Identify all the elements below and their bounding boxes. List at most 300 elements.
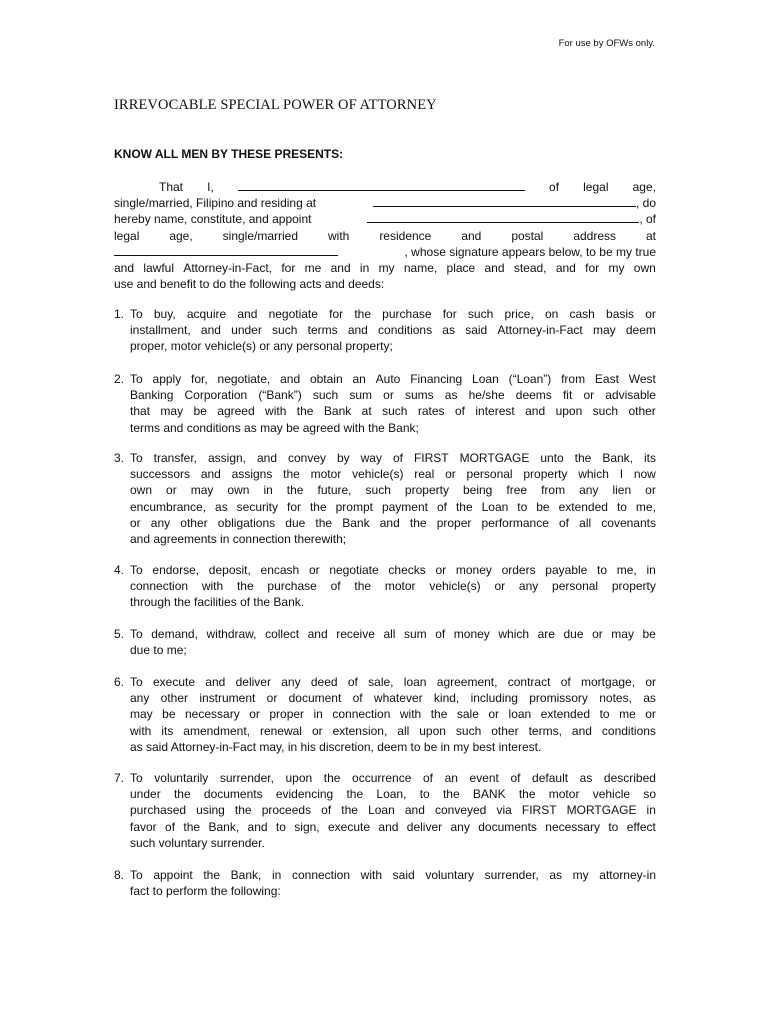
word: and — [256, 451, 278, 465]
word: may — [592, 323, 616, 338]
word: its — [161, 723, 174, 738]
word: Financing — [410, 372, 463, 386]
word: in — [272, 868, 282, 882]
word: execute — [152, 675, 195, 689]
word: fit — [562, 388, 573, 403]
word: in — [646, 803, 656, 818]
word: (“Loan”) — [508, 372, 552, 386]
word: Loan — [368, 803, 395, 818]
word: To — [130, 627, 143, 641]
word: the — [286, 483, 304, 498]
word: conveyed — [434, 803, 487, 818]
word: as — [444, 388, 458, 403]
word: the — [203, 868, 221, 882]
word: including — [470, 691, 518, 706]
word: described — [603, 771, 656, 785]
word: or — [488, 707, 500, 722]
word: assigns — [231, 467, 273, 482]
word: upon — [285, 771, 313, 785]
word: advisable — [605, 388, 656, 403]
word: of — [422, 771, 433, 785]
word: connection — [130, 579, 189, 594]
word: for — [585, 261, 600, 276]
word: to — [616, 499, 627, 514]
word: and — [378, 819, 399, 834]
document-title: IRREVOCABLE SPECIAL POWER OF ATTORNEY — [114, 97, 437, 113]
word: Loan, — [376, 787, 407, 802]
word: with — [328, 228, 350, 243]
opening-line-6 — [114, 260, 656, 276]
word: the — [354, 579, 372, 594]
word: stead, — [513, 261, 547, 276]
word: surrender, — [219, 771, 274, 785]
word: or — [645, 483, 656, 498]
word: with — [360, 868, 383, 882]
word: loan — [403, 675, 427, 689]
word: or — [645, 307, 656, 321]
word: sum — [404, 627, 427, 641]
item-line: due to me; — [130, 643, 187, 658]
word: sale — [456, 707, 479, 722]
word: to — [517, 499, 528, 514]
word: such — [455, 723, 482, 738]
opening-line-4 — [114, 228, 656, 244]
word: surrender, — [484, 868, 539, 882]
word: the — [518, 787, 536, 802]
attorney-address-blank[interactable] — [114, 244, 338, 256]
word: all — [397, 723, 410, 738]
word: and — [555, 261, 576, 276]
word: To — [130, 771, 143, 785]
word: all — [579, 515, 592, 530]
word: negotiate, — [217, 372, 271, 386]
word: performance — [481, 515, 549, 530]
word: sums — [404, 388, 434, 403]
word: with — [130, 723, 152, 738]
opening-line-3 — [114, 211, 656, 227]
item-line: terms and conditions as may be agreed with the Bank; — [130, 420, 419, 435]
word: proceeds — [261, 803, 312, 818]
word: personal — [552, 579, 599, 594]
opening-paragraph — [114, 179, 656, 292]
word: Banking — [130, 388, 174, 403]
word: with — [265, 404, 287, 419]
word: he/she — [468, 388, 505, 403]
word: payable — [545, 563, 588, 577]
word: may — [611, 627, 634, 641]
word: as — [549, 868, 563, 882]
word: via — [496, 803, 512, 818]
word: such — [272, 323, 298, 338]
word: the — [574, 451, 592, 465]
word: any — [130, 691, 150, 706]
word: legal — [114, 228, 140, 243]
word: by — [336, 451, 350, 465]
item-number: 6. — [114, 675, 125, 689]
word: I, — [207, 180, 214, 194]
word: and — [379, 515, 400, 530]
word: Loan — [472, 372, 499, 386]
word: FIRST — [413, 451, 449, 465]
word: To — [130, 675, 143, 689]
word: residence — [379, 228, 432, 243]
word: agreement, — [436, 675, 498, 689]
word: checks — [388, 563, 426, 577]
word: or — [592, 627, 603, 641]
word: be — [642, 627, 656, 641]
opening-line-7: use and benefit to do the following acts and deeds: — [114, 277, 385, 292]
word: vehicle(s) — [352, 467, 404, 482]
word: me — [304, 261, 322, 276]
word: effect — [626, 819, 656, 834]
word: way — [360, 451, 382, 465]
word: prompt — [335, 499, 373, 514]
item-line: proper, motor vehicle(s) or any personal property; — [130, 339, 393, 354]
word: sum — [349, 388, 373, 403]
word: deliver — [406, 819, 443, 834]
word: or — [645, 707, 656, 722]
word: said — [465, 323, 488, 338]
word: default — [532, 771, 569, 785]
word: of — [330, 579, 341, 594]
word: legal — [583, 180, 609, 194]
word: agreed — [217, 404, 255, 419]
word: and — [404, 803, 425, 818]
word: lien — [612, 483, 632, 498]
word: or — [308, 563, 320, 577]
word: Loan — [481, 499, 509, 514]
opening-line-1 — [114, 179, 656, 195]
word: instrument — [199, 691, 256, 706]
word: being — [462, 483, 493, 498]
word: proper — [269, 707, 305, 722]
word: deem — [625, 323, 656, 338]
attorney-name-blank[interactable] — [367, 211, 639, 223]
word: the — [455, 499, 473, 514]
word: for — [286, 499, 301, 514]
word: as — [442, 323, 455, 338]
word: its — [643, 451, 656, 465]
word: me, — [635, 499, 656, 514]
word: to — [597, 563, 608, 577]
word: convey — [287, 451, 327, 465]
word: basis — [606, 307, 635, 321]
word: and — [114, 261, 135, 276]
word: of — [436, 499, 447, 514]
word: place — [446, 261, 476, 276]
word: deposit, — [208, 563, 251, 577]
word: in — [646, 563, 656, 577]
word: future, — [317, 483, 352, 498]
word: the — [354, 307, 371, 321]
word: I — [619, 467, 624, 482]
word: the — [409, 515, 427, 530]
word: favor — [130, 819, 157, 834]
word: motor — [310, 467, 342, 482]
word: That — [159, 180, 184, 194]
word: free — [506, 483, 528, 498]
word: may — [130, 707, 153, 722]
word: with — [399, 707, 422, 722]
word: installment, — [130, 323, 191, 338]
item-number: 5. — [114, 627, 125, 641]
word: voluntarily — [154, 771, 209, 785]
word: and — [484, 261, 505, 276]
item-line: and agreements in connection therewith; — [130, 532, 347, 547]
word: mortgage, — [581, 675, 636, 689]
word: and — [347, 323, 368, 338]
item-line: fact to perform the following: — [130, 884, 281, 899]
word: of — [559, 515, 570, 530]
word: MORTGAGE — [459, 451, 530, 465]
word: Corporation — [184, 388, 248, 403]
word: property — [611, 579, 656, 594]
word: be — [193, 404, 207, 419]
word: connection — [291, 868, 351, 882]
word: of — [165, 819, 176, 834]
item-line: such voluntary surrender. — [130, 835, 265, 850]
word: or — [166, 483, 177, 498]
word: demand, — [151, 627, 198, 641]
word: East — [594, 372, 619, 386]
word: real — [414, 467, 435, 482]
word: documents — [203, 787, 263, 802]
word: unto — [540, 451, 564, 465]
word: and — [525, 404, 546, 419]
word: and — [280, 372, 301, 386]
word: receive — [336, 627, 375, 641]
word: endorse, — [152, 563, 200, 577]
word: on — [544, 307, 559, 321]
word: my — [378, 261, 395, 276]
word: To — [130, 307, 143, 321]
word: rates — [417, 404, 445, 419]
word: the — [315, 515, 333, 530]
word: to — [599, 707, 610, 722]
word: name, — [403, 261, 438, 276]
word: Bank, — [602, 451, 634, 465]
word: of — [435, 627, 446, 641]
word: or — [645, 675, 656, 689]
word: (“Bank”) — [258, 388, 302, 403]
word: notes, — [599, 691, 632, 706]
item-line: through the facilities of the Bank. — [130, 595, 305, 610]
word: vehicle — [592, 787, 631, 802]
word: document — [288, 691, 342, 706]
word: BANK — [472, 787, 506, 802]
word: covenants — [601, 515, 656, 530]
word: West — [628, 372, 656, 386]
word: own — [130, 483, 153, 498]
word: vehicle(s) — [429, 579, 481, 594]
word: amendment, — [183, 723, 250, 738]
word: Attorney-in-Fact — [497, 323, 583, 338]
item-number: 7. — [114, 771, 125, 785]
word: money — [453, 627, 490, 641]
word: to — [275, 819, 286, 834]
word: Auto — [375, 372, 401, 386]
item-line: as said Attorney-in-Fact may, in his discretion, deem to be in my best interest. — [130, 739, 542, 754]
word: or — [583, 388, 595, 403]
word: the — [283, 467, 300, 482]
word: single/married — [222, 228, 299, 243]
word: lawful — [143, 261, 175, 276]
word: Bank, — [230, 868, 262, 882]
word: extended — [540, 707, 591, 722]
word: price, — [504, 307, 534, 321]
word: the — [296, 404, 314, 419]
word: under — [231, 323, 262, 338]
word: of — [560, 675, 571, 689]
word: an — [352, 372, 366, 386]
item-number: 4. — [114, 563, 125, 577]
word: any — [281, 675, 301, 689]
word: as — [579, 771, 593, 785]
word: property — [523, 467, 568, 482]
word: to — [419, 787, 430, 802]
word: other — [491, 723, 519, 738]
word: from — [561, 372, 586, 386]
word: apply — [152, 372, 182, 386]
word: of — [454, 404, 465, 419]
word: be — [162, 707, 176, 722]
word: deed — [310, 675, 338, 689]
word: and — [205, 675, 226, 689]
word: security — [236, 499, 279, 514]
word: Bank — [323, 404, 352, 419]
word: due — [285, 515, 306, 530]
word: me, — [616, 563, 637, 577]
word: under — [130, 787, 161, 802]
word: purchased — [130, 803, 187, 818]
word: motor — [384, 579, 416, 594]
word: at — [645, 228, 656, 243]
signature-clause: , whose signature appears below, to be my true — [404, 244, 656, 259]
word: To — [130, 451, 143, 465]
appoint-label: hereby name, constitute, and appoint — [114, 212, 312, 227]
word: obligations — [217, 515, 276, 530]
word: and — [237, 307, 258, 321]
word: event — [469, 771, 499, 785]
word: execute — [328, 819, 371, 834]
word: of — [510, 771, 521, 785]
residence-blank[interactable] — [373, 195, 636, 207]
word: FIRST — [521, 803, 557, 818]
word: and — [307, 627, 328, 641]
word: other — [160, 691, 189, 706]
word: cash — [569, 307, 595, 321]
word: any — [450, 819, 470, 834]
word: Bank — [342, 515, 370, 530]
word: sign, — [294, 819, 320, 834]
word: necessary — [185, 707, 240, 722]
word: all — [383, 627, 396, 641]
word: appoint — [153, 868, 193, 882]
word: the — [234, 803, 252, 818]
word: or — [435, 563, 447, 577]
word: motor — [548, 787, 580, 802]
ofw-use-note: For use by OFWs only. — [558, 38, 655, 49]
word: orders — [501, 563, 536, 577]
word: of — [392, 451, 403, 465]
word: the — [183, 819, 201, 834]
principal-name-blank[interactable] — [238, 179, 525, 191]
word: and — [200, 323, 221, 338]
word: or — [311, 723, 323, 738]
word: or — [494, 579, 506, 594]
item-number: 8. — [114, 868, 125, 882]
word: loan — [508, 707, 532, 722]
word: payment — [381, 499, 428, 514]
word: such — [467, 307, 494, 321]
word: other — [180, 515, 208, 530]
word: the — [346, 787, 364, 802]
word: address — [573, 228, 617, 243]
word: terms — [307, 323, 338, 338]
item-number: 3. — [114, 451, 125, 465]
word: with — [201, 579, 224, 594]
word: the — [341, 803, 358, 818]
word: purchase — [267, 579, 317, 594]
word: purchase — [382, 307, 432, 321]
word: in — [359, 261, 370, 276]
word: the — [173, 787, 191, 802]
word: that — [130, 404, 151, 419]
word: assign, — [207, 451, 247, 465]
word: be — [536, 499, 550, 514]
word: extension, — [332, 723, 388, 738]
word: other — [628, 404, 656, 419]
word: extended — [558, 499, 608, 514]
word: due — [563, 627, 584, 641]
word: in — [263, 483, 273, 498]
word: To — [130, 868, 143, 882]
word: successors — [130, 467, 191, 482]
word: such — [592, 404, 619, 419]
word: transfer, — [153, 451, 198, 465]
word: renewal — [259, 723, 302, 738]
word: any — [518, 579, 539, 594]
word: occurrence — [352, 771, 412, 785]
word: as — [643, 691, 656, 706]
word: such — [312, 388, 339, 403]
salutation: KNOW ALL MEN BY THESE PRESENTS: — [114, 147, 344, 161]
opening-line-5 — [114, 244, 656, 260]
word: any — [579, 483, 599, 498]
word: own — [633, 261, 656, 276]
word: attorney-in — [599, 868, 656, 882]
word: Attorney-in-Fact, — [183, 261, 273, 276]
word: age, — [169, 228, 193, 243]
word: necessary — [545, 819, 600, 834]
word: upon — [419, 723, 446, 738]
word: to — [608, 819, 619, 834]
item-number: 2. — [114, 372, 125, 386]
word: the — [430, 707, 448, 722]
word: negotiate — [268, 307, 318, 321]
word: and — [461, 228, 482, 243]
word: or — [266, 691, 278, 706]
word: for — [329, 307, 344, 321]
word: which — [498, 627, 530, 641]
opening-line-2 — [114, 195, 656, 211]
word: the — [236, 579, 254, 594]
word: property — [404, 483, 449, 498]
word: deems — [515, 388, 552, 403]
word: terms, — [528, 723, 562, 738]
word: may — [190, 483, 214, 498]
word: Bank, — [208, 819, 240, 834]
